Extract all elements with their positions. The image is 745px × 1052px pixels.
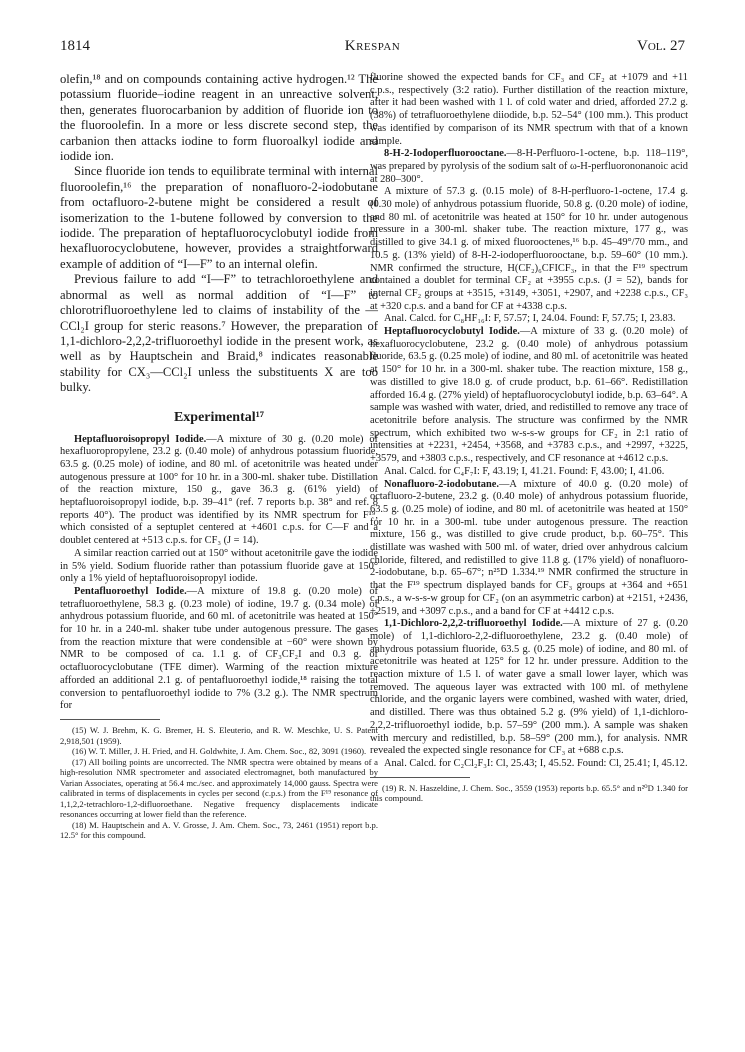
paragraph: Since fluoride ion tends to equilibrate terminal with internal fluoroolefin,¹⁶ the preparation of nonafluoro-2-iodobutane from octafluoro-2-butene might be considered a result of isomerization to the 1-butene followed by conversion to the iodide. The preparation of heptafluorocyclobutyl iodide from hexafluorocyclobutene, however, provides a straightforward example of addition of “I—F” to an internal olefin. bbox=[60, 164, 378, 271]
procedure-text: —A mixture of 30 g. (0.20 mole) of hexafluoropropylene, 23.2 g. (0.40 mole) of anhydrous potassium fluoride, 63.5 g. (0.25 mole) of iodine, and 80 ml. of acetonitrile was heated under autogenous pressure at 100° for 10 hr. in a 300-ml. shaker tube. Distillation of the reaction mixture, 150 g., gave 36.3 g. (61% yield) of heptafluoroisopropyl iodide, b.p. 39–41° (ref. 7 reports b.p. 38° and ref. 8 reports 40°). The product was identified by its NMR spectrum for F¹⁹, which consisted of a septuplet centered at +4601 c.p.s. for C—F and a doublet centered at +513 c.p.s. for CF₃ (J = 14). bbox=[60, 433, 378, 547]
footnote: (16) W. T. Miller, J. H. Fried, and H. Goldwhite, J. Am. Chem. Soc., 82, 3091 (1960). bbox=[72, 746, 367, 756]
running-author: Krespan bbox=[344, 38, 401, 54]
procedure-text: —A mixture of 27 g. (0.20 mole) of 1,1-dichloro-2,2-difluoroethylene, 23.2 g. (0.40 mole) of anhydrous potassium fluoride, 63.5 g. (0.25 mole) of iodine, and 80 ml. of acetonitrile was heated at 125° for 12 hr. under pressure. Addition to the reaction mixture of 1.5 l. of water gave a small lower layer, which was removed. The aqueous layer was extracted with 100 ml. of methylene chloride, and the organic layers were combined, washed with water, dried, and distilled. There was thus obtained 5.2 g. (9% yield) of 1,1-dichloro-2,2,2-trifluoroethyl iodide, b.p. 57–59° (200 mm.). A sample was shaken with mercury and redistilled, b.p. 58–59° (200 mm.), for analysis. NMR revealed the expected single resonance for CF₃ at +688 c.p.s. bbox=[370, 618, 688, 757]
analysis-line: Anal. Calcd. for C₄F₇I: F, 43.19; I, 41.21. Found: F, 43.00; I, 41.06. bbox=[384, 465, 665, 477]
procedure-text: —A mixture of 19.8 g. (0.20 mole) of tetrafluoroethylene, 58.3 g. (0.23 mole) of iodine, 19.7 g. (0.34 mole) of anhydrous potassium fluoride, and 60 ml. of acetonitrile was heated at 150° for 10 hr. in a 240-ml. shaker tube under autogenous pressure. The gases from the reaction mixture that were condensible at −60° were shown by NMR to be composed of ca. 1.1 g. of CF₃CF₂I and 0.3 g. of octafluorocyclobutane (TFE dimer). Warming of the reaction mixture afforded an additional 2.1 g. of pentafluoroethyl iodide,¹⁸ raising the total conversion to pentafluoroethyl iodide to 7% (3.2 g.). The NMR spectrum for bbox=[60, 585, 378, 712]
experimental-paragraph: fluorine showed the expected bands for CF₃ and CF₂ at +1079 and +11 c.p.s., respectively (3:2 ratio). Further distillation of the reaction mixture, after it had been washed with 1 l. of cold water and dried, afforded 27.2 g. (38%) of tetrafluoroethylene diiodide, b.p. 52–54° (100 mm.). This product was identified by comparison of its NMR spectrum with that of a known sample. bbox=[370, 72, 688, 147]
compound-heading: 1,1-Dichloro-2,2,2-trifluoroethyl Iodide. bbox=[384, 618, 563, 630]
experimental-paragraph bbox=[370, 479, 688, 619]
analysis-line: Anal. Calcd. for C₈HF₁₆I: F, 57.57; I, 24.04. Found: F, 57.75; I, 23.83. bbox=[384, 313, 676, 325]
footnote: (15) W. J. Brehm, K. G. Bremer, H. S. Eleuterio, and R. W. Meschke, U. S. Patent 2,918,501 (1959). bbox=[60, 725, 378, 746]
page-header bbox=[60, 38, 685, 58]
section-heading: Experimental¹⁷ bbox=[173, 409, 265, 425]
experimental-paragraph bbox=[60, 434, 378, 548]
experimental-paragraph bbox=[370, 326, 688, 466]
page-number: 1814 bbox=[60, 38, 90, 54]
experimental-paragraph: A similar reaction carried out at 150° without acetonitrile gave the iodide in 5% yield. Sodium fluoride rather than potassium fluoride gave at 150° only a 1% yield of heptafluoroisopropyl iodide. bbox=[60, 547, 378, 585]
footnote: (19) R. N. Haszeldine, J. Chem. Soc., 3559 (1953) reports b.p. 65.5° and n²⁰D 1.340 for this compound. bbox=[370, 782, 688, 804]
footnote-divider bbox=[60, 719, 160, 720]
compound-heading: Heptafluoroisopropyl Iodide. bbox=[74, 433, 207, 445]
compound-heading: Heptafluorocyclobutyl Iodide. bbox=[384, 326, 520, 338]
paragraph: olefin,¹⁸ and on compounds containing active hydrogen.¹² The potassium fluoride–iodine reagent in an unreactive solvent, then, generates fluorocarbanion by addition of fluoride ion to the fluoroolefin. In a more or less discrete second step, the carbanion then attacks iodine to form fluoroalkyl iodide and iodide ion. bbox=[60, 72, 378, 164]
right-column bbox=[370, 72, 688, 804]
compound-heading: Nonafluoro-2-iodobutane. bbox=[384, 478, 499, 490]
experimental-paragraph: A mixture of 57.3 g. (0.15 mole) of 8-H-perfluoro-1-octene, 17.4 g. (0.30 mole) of anhydrous potassium fluoride, 50.8 g. (0.20 mole) of iodine, and 80 ml. of acetonitrile was heated at 150° for 10 hr. under autogenous pressure in a 300-ml. shaker tube. The reaction mixture, 177 g., was distilled to give 34.1 g. of mixed fluorooctenes,¹⁶ b.p. 45–49°/70 mm., and 10.5 g. (13% yield) of 8-H-2-iodoperfluorooctane, b.p. 59–60° (10 mm.). NMR confirmed the structure, H(CF₂)₆CFICF₃, in that the F¹⁹ spectrum contained a doublet for terminal CF₂ at +3955 c.p.s. (J = 52), bands for internal CF₂ groups at +3515, +3149, +3051, +2907, and +2238 c.p.s., CF₃ at +320 c.p.s. and a band for CF at +4338 c.p.s. bbox=[370, 186, 688, 312]
experimental-paragraph bbox=[370, 148, 688, 186]
compound-heading: 8-H-2-Iodoperfluorooctane. bbox=[384, 148, 507, 160]
footnote-divider bbox=[370, 777, 470, 778]
experimental-paragraph bbox=[370, 618, 688, 758]
left-column bbox=[60, 72, 378, 841]
experimental-paragraph bbox=[60, 586, 378, 713]
procedure-text: —A mixture of 33 g. (0.20 mole) of hexafluorocyclobutene, 23.2 g. (0.40 mole) of anhydrous potassium fluoride, 63.5 g. (0.25 mole) of iodine, and 80 ml. of acetonitrile was heated at 150° for 10 hr. in a 300-ml. shaker tube. The reaction mixture, 158 g., was distilled to give 18.0 g. of crude product, b.p. 61–66°. Redistillation afforded 16.4 g. (27% yield) of heptafluorocyclobutyl iodide, b.p. 63–64°. A sample was washed with water, dried, and redistilled to remove any trace of acetonitrile before analysis. The structure was confirmed by the NMR spectrum, which exhibited two w-s-s-w groups for CF₂ in 2:1 ratio of intensities at +2231, +2454, +3568, and +3783 c.p.s., and +2997, +3225, +3579, and +3803 c.p.s., respectively, and CF resonance at +4612 c.p.s. bbox=[370, 326, 688, 465]
analysis-line: Anal. Calcd. for C₂Cl₂F₃I: Cl, 25.43; I, 45.52. Found: Cl, 25.41; I, 45.12. bbox=[384, 757, 688, 769]
procedure-text: —A mixture of 40.0 g. (0.20 mole) of octafluoro-2-butene, 23.2 g. (0.40 mole) of anhydrous potassium fluoride, 63.5 g. (0.25 mole) of iodine, and 80 ml. of acetonitrile was heated at 150° for 10 hr. in a 300-ml. tube under autogenous pressure. The reaction mixture, 156 g., was distilled to give crude product, b.p. 60–75°. This distillate was washed with 500 ml. of water, dried over anhydrous calcium chloride, filtered, and redistilled to give 11.8 g. (17% yield) of nonafluoro-2-iodobutane, b.p. 65–67°; n²⁵D 1.334.¹⁹ NMR confirmed the structure in that the F¹⁹ spectrum displayed bands for CF₃ groups at +364 and +651 c.p.s., a w-s-s-w group for CF₂ (on an asymmetric carbon) at +2151, +2436, +2519, and +3097 c.p.s., and a band for CF at +4412 c.p.s. bbox=[370, 478, 688, 617]
volume-label: Vol. 27 bbox=[637, 38, 685, 54]
paragraph: Previous failure to add “I—F” to tetrachloroethylene and abnormal as well as normal addition of “I—F” to chlorotrifluoroethylene led to claims of instability of the —CCl₂I group for steric reasons.⁷ However, the preparation of 1,1-dichloro-2,2,2-trifluoroethyl iodide in the present work, as well as by Hauptschein and Braid,⁸ indicates reasonable stability for CX₃—CCl₂I unless the substituents X are too bulky. bbox=[60, 272, 378, 395]
footnote: (17) All boiling points are uncorrected. The NMR spectra were obtained by means of a high-resolution NMR spectrometer and associated electromagnet, both manufactured by Varian Associates, operating at 56.4 mc./sec. and approximately 14,000 gauss. Spectra were calibrated in terms of displacements in cycles per second (c.p.s.) from the F¹⁹ resonance of 1,1,2,2-tetrachloro-1,2-difluoroethane. Negative frequency displacements indicate resonances occurring at lower field than the reference. bbox=[60, 756, 378, 819]
compound-heading: Pentafluoroethyl Iodide. bbox=[74, 585, 187, 597]
procedure-text: —8-H-Perfluoro-1-octene, b.p. 118–119°, was prepared by pyrolysis of the sodium salt of ω-H-perfluorononanoic acid at 280–300°. bbox=[370, 148, 688, 185]
footnote: (18) M. Hauptschein and A. V. Grosse, J. Am. Chem. Soc., 73, 2461 (1951) report b.p. 12.5° for this compound. bbox=[60, 819, 378, 840]
